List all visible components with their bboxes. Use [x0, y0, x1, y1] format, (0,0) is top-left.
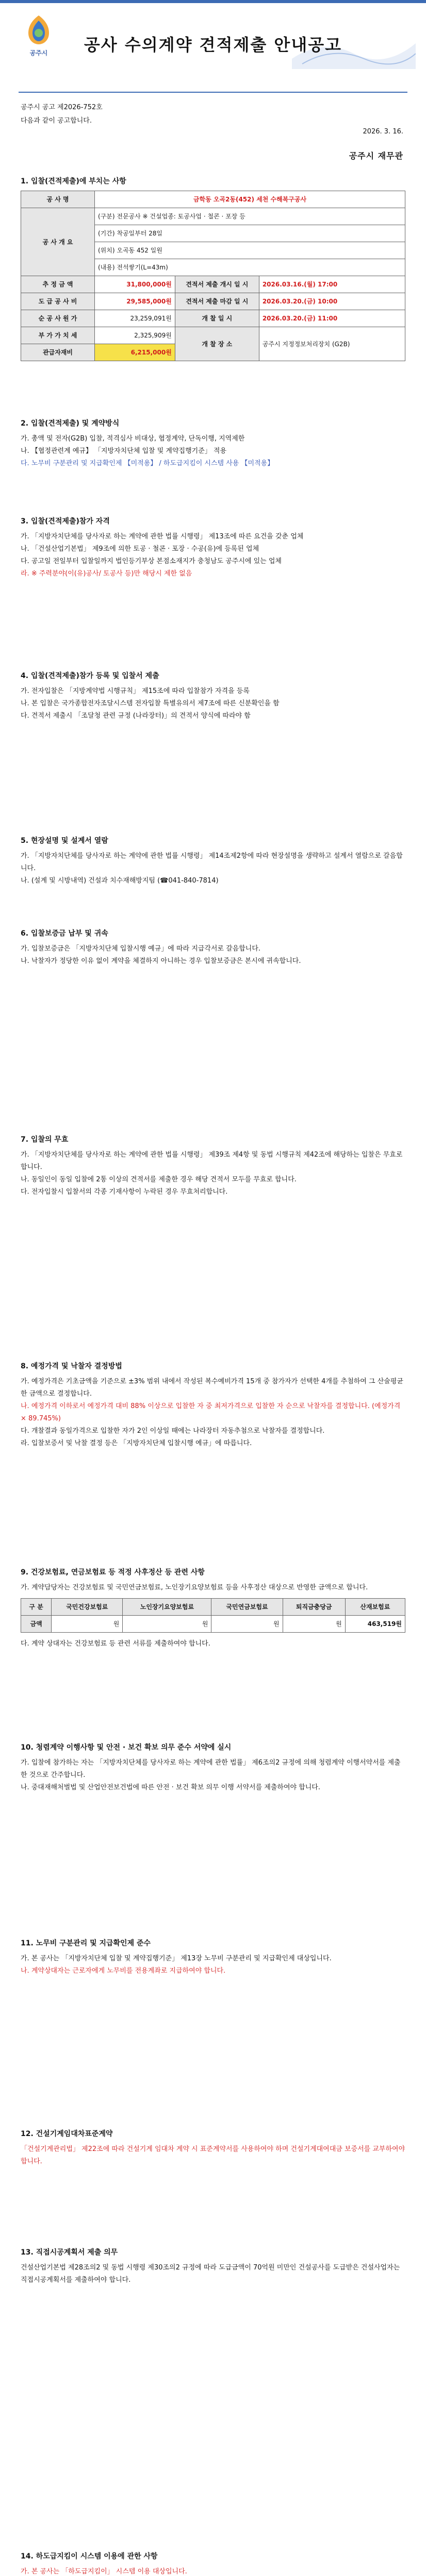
- table-header-row: [21, 1599, 405, 1616]
- section-heading: 14. 하도급지킴이 시스템 이용에 관한 사항: [21, 2552, 158, 2561]
- list-item: 다. 전자입찰시 입찰서의 각종 기재사항이 누락된 경우 무효처리합니다.: [21, 1188, 228, 1196]
- overview-period: (기간) 착공일부터 28일: [95, 225, 405, 242]
- table-cell: 463,519원: [345, 1616, 405, 1633]
- list-item: 나. (설계 및 시방내역) 건설과 치수재해방지팀 (☎041-840-7814): [21, 877, 219, 885]
- insurance-table: [21, 1598, 405, 1633]
- section-heading: 8. 예정가격 및 낙찰자 결정방법: [21, 1362, 122, 1370]
- list-item: 가. 「지방자치단체를 당사자로 하는 계약에 관한 법률 시행령」 제13조에 따른 요건을 갖춘 업체: [21, 533, 304, 540]
- table-row: [21, 293, 405, 310]
- list-item: 가. 「지방자치단체를 당사자로 하는 계약에 관한 법률 시행령」 제14조제2항에 따라 현장설명을 생략하고 설계서 열람으로 갈음합니다.: [21, 852, 403, 872]
- list-item: 나. 본 입찰은 국가종합전자조달시스템 전자입찰 특별유의서 제7조에 따른 신분확인을 함: [21, 700, 280, 707]
- cost-value: 2,325,909원: [95, 327, 175, 344]
- column-header: 구 분: [21, 1599, 52, 1616]
- list-item: 나. 중대재해처벌법 및 산업안전보건법에 따른 안전 · 보건 확보 의무 이행 서약서를 제출하여야 합니다.: [21, 1784, 320, 1791]
- row-label: 금액: [21, 1616, 52, 1633]
- overview-type: (구분) 전문공사 ※ 건설업종: 토공사업 · 철콘 · 포장 등: [95, 208, 405, 225]
- section-heading: 4. 입찰(견적제출)참가 등록 및 입찰서 제출: [21, 672, 159, 680]
- column-header: 퇴직금충당금: [283, 1599, 345, 1616]
- section-2: [21, 417, 405, 470]
- section-11: [21, 1937, 405, 1977]
- list-item: 라. 입찰보증서 및 낙찰 결정 등은 「지방자치단체 입찰시행 예규」에 따릅니다.: [21, 1439, 252, 1447]
- cost-value: 31,800,000원: [95, 276, 175, 293]
- list-item: 가. 계약담당자는 건강보험료 및 국민연금보험료, 노인장기요양보험료 등을 사후정산 대상으로 반영한 금액으로 합니다.: [21, 1584, 368, 1591]
- list-item: 가. 전자입찰은 「지방계약법 시행규칙」 제15조에 따라 입찰참가 자격을 등록: [21, 687, 250, 695]
- overview-location: (위치) 오곡동 452 일원: [95, 242, 405, 259]
- section-8: [21, 1360, 405, 1450]
- section-1: [21, 175, 405, 361]
- page-title: 공사 수의계약 견적제출 안내공고: [84, 35, 342, 55]
- section-heading: 11. 노무비 구분관리 및 지급확인제 준수: [21, 1939, 151, 1947]
- schedule-label: 견적서 제출 마감 일 시: [175, 293, 259, 310]
- notice-number: 공주시 공고 제2026-752호: [21, 104, 103, 111]
- table-row: [21, 310, 405, 327]
- schedule-value: 2026.03.20.(금) 10:00: [259, 293, 405, 310]
- notice-intro: 다음과 같이 공고합니다.: [21, 117, 92, 125]
- list-item: 가. 입찰보증금은 「지방자치단체 입찰시행 예규」에 따라 지급각서로 갈음합니다.: [21, 945, 261, 953]
- cost-value: 29,585,000원: [95, 293, 175, 310]
- table-row: [21, 208, 405, 225]
- section-7: [21, 1133, 405, 1198]
- section-9: [21, 1566, 405, 1650]
- section-heading: 5. 현장설명 및 설계서 열람: [21, 837, 108, 845]
- section-12: [21, 2128, 405, 2168]
- project-name: 금학동 오곡2동(452) 세천 수해복구공사: [95, 191, 405, 208]
- section-14: [21, 2550, 405, 2576]
- column-header: 노인장기요양보험료: [123, 1599, 211, 1616]
- cost-label: 부 가 가 치 세: [21, 327, 95, 344]
- notice-signer: 공주시 재무관: [349, 151, 403, 161]
- section-text: 건설산업기본법 제28조의2 및 동법 시행령 제30조의2 규정에 따라 도급금액이 70억원 미만인 건설공사를 도급받은 건설사업자는 직접시공계획서를 제출하여야 합니다.: [21, 2264, 400, 2284]
- section-text: 「건설기계관리법」 제22조에 따라 건설기계 임대차 계약 시 표준계약서를 사용하여야 하며 건설기계대여대금 보증서를 교부하여야 합니다.: [21, 2145, 405, 2165]
- table-row: [21, 1616, 405, 1633]
- list-item: 가. 총액 및 전자(G2B) 입찰, 적격심사 비대상, 협정계약, 단독이행, 지역제한: [21, 435, 245, 443]
- section-4: [21, 670, 405, 722]
- list-item: 다. 개찰결과 동일가격으로 입찰한 자가 2인 이상일 때에는 나라장터 자동추첨으로 낙찰자를 결정합니다.: [21, 1427, 325, 1435]
- overview-table: [21, 191, 405, 361]
- list-item: 다. 공고일 전일부터 입찰일까지 법인등기부상 본점소재지가 충청남도 공주시에 있는 업체: [21, 557, 282, 565]
- cost-label: 도 급 공 사 비: [21, 293, 95, 310]
- table-cell: 원: [52, 1616, 123, 1633]
- section-heading: 3. 입찰(견적제출)참가 자격: [21, 517, 110, 526]
- list-item: 가. 입찰에 참가하는 자는 「지방자치단체를 당사자로 하는 계약에 관한 법률」 제6조의2 규정에 의해 청렴계약 이행서약서를 제출한 것으로 간주합니다.: [21, 1759, 401, 1779]
- table-cell: 원: [123, 1616, 211, 1633]
- cost-value: 6,215,000원: [95, 344, 175, 361]
- section-heading: 2. 입찰(견적제출) 및 계약방식: [21, 419, 120, 428]
- list-item: 가. 본 공사는 「지방자치단체 입찰 및 계약집행기준」 제13장 노무비 구분관리 및 지급확인제 대상입니다.: [21, 1955, 332, 1962]
- cost-label: 추 정 금 액: [21, 276, 95, 293]
- section-heading: 7. 입찰의 무효: [21, 1136, 69, 1144]
- list-item: 다. 계약 상대자는 건강보험료 등 관련 서류를 제출하여야 합니다.: [21, 1640, 210, 1648]
- schedule-label: 개 찰 일 시: [175, 310, 259, 327]
- section-heading: 13. 직접시공계획서 제출 의무: [21, 2248, 118, 2257]
- cost-value: 23,259,091원: [95, 310, 175, 327]
- title-divider: [19, 92, 407, 93]
- list-item: 나. 계약상대자는 근로자에게 노무비를 전용계좌로 지급하여야 합니다.: [21, 1967, 226, 1975]
- schedule-label: 견적서 제출 개시 일 시: [175, 276, 259, 293]
- section-5: [21, 835, 405, 887]
- logo-label: 공주시: [29, 49, 48, 57]
- table-row: [21, 327, 405, 344]
- table-row: [21, 191, 405, 208]
- list-item: 나. 동일인이 동일 입찰에 2통 이상의 견적서를 제출한 경우 해당 견적서 모두를 무효로 합니다.: [21, 1176, 297, 1183]
- overview-content: (내용) 전석쌓기(L=43m): [95, 259, 405, 276]
- list-item: 가. 예정가격은 기초금액을 기준으로 ±3% 범위 내에서 작성된 복수예비가격 15개 중 참가자가 선택한 4개를 추첨하여 그 산술평균한 금액으로 결정합니다.: [21, 1378, 403, 1398]
- row-label: 공 사 개 요: [21, 208, 95, 276]
- column-header: 산재보험료: [345, 1599, 405, 1616]
- section-heading: 12. 건설기계임대차표준계약: [21, 2130, 113, 2138]
- section-heading: 1. 입찰(견적제출)에 부치는 사항: [21, 177, 126, 185]
- schedule-label: 개 찰 장 소: [175, 327, 259, 361]
- list-item: 나. 예정가격 이하로서 예정가격 대비 88% 이상으로 입찰한 자 중 최저가격으로 입찰한 자 순으로 낙찰자를 결정합니다. (예정가격 × 89.745%): [21, 1402, 401, 1422]
- list-item: 나. 낙찰자가 정당한 이유 없이 계약을 체결하지 아니하는 경우 입찰보증금은 본시에 귀속합니다.: [21, 957, 301, 965]
- cost-label: 관급자재비: [21, 344, 95, 361]
- list-item: 나. 【협정관련계 예규】 「지방자치단체 입찰 및 계약집행기준」 적용: [21, 447, 227, 455]
- section-3: [21, 515, 405, 580]
- table-cell: 원: [283, 1616, 345, 1633]
- notice-meta: [21, 101, 103, 128]
- list-item: 나. 「건설산업기본법」 제9조에 의한 토공 · 철콘 · 포장 · 수공(유)에 등록된 업체: [21, 545, 259, 553]
- section-heading: 9. 건강보험료, 연금보험료 등 적정 사후정산 등 관련 사항: [21, 1568, 205, 1577]
- schedule-value: 2026.03.16.(월) 17:00: [259, 276, 405, 293]
- column-header: 국민건강보험료: [52, 1599, 123, 1616]
- schedule-value: 공주시 지정정보처리장치 (G2B): [259, 327, 405, 361]
- section-heading: 10. 청렴계약 이행사항 및 안전 · 보건 확보 의무 준수 서약에 실시: [21, 1743, 232, 1752]
- section-6: [21, 927, 405, 968]
- table-row: [21, 276, 405, 293]
- table-cell: 원: [211, 1616, 283, 1633]
- row-label: 공 사 명: [21, 191, 95, 208]
- schedule-value: 2026.03.20.(금) 11:00: [259, 310, 405, 327]
- top-accent-bar: [0, 0, 426, 3]
- list-item: 라. ※ 주력분야(이(유)공사/ 토공사 등)만 해당시 제한 없음: [21, 570, 192, 578]
- list-item: 다. 노무비 구분관리 및 지급확인제 【미적용】 / 하도급지킴이 시스템 사용 【미적용】: [21, 460, 274, 467]
- cost-label: 순 공 사 원 가: [21, 310, 95, 327]
- list-item: 가. 「지방자치단체를 당사자로 하는 계약에 관한 법률 시행령」 제39조 제4항 및 동법 시행규칙 제42조에 해당하는 입찰은 무효로 합니다.: [21, 1151, 403, 1171]
- section-10: [21, 1741, 405, 1794]
- list-item: 다. 견적서 제출시 「조달청 관련 규정 (나라장터)」의 견적서 양식에 따라야 함: [21, 712, 251, 720]
- notice-date: 2026. 3. 16.: [363, 128, 403, 135]
- section-heading: 6. 입찰보증금 납부 및 귀속: [21, 929, 108, 938]
- column-header: 국민연금보험료: [211, 1599, 283, 1616]
- section-13: [21, 2246, 405, 2286]
- list-item: 가. 본 공사는 「하도급지킴이」 시스템 이용 대상입니다.: [21, 2568, 187, 2575]
